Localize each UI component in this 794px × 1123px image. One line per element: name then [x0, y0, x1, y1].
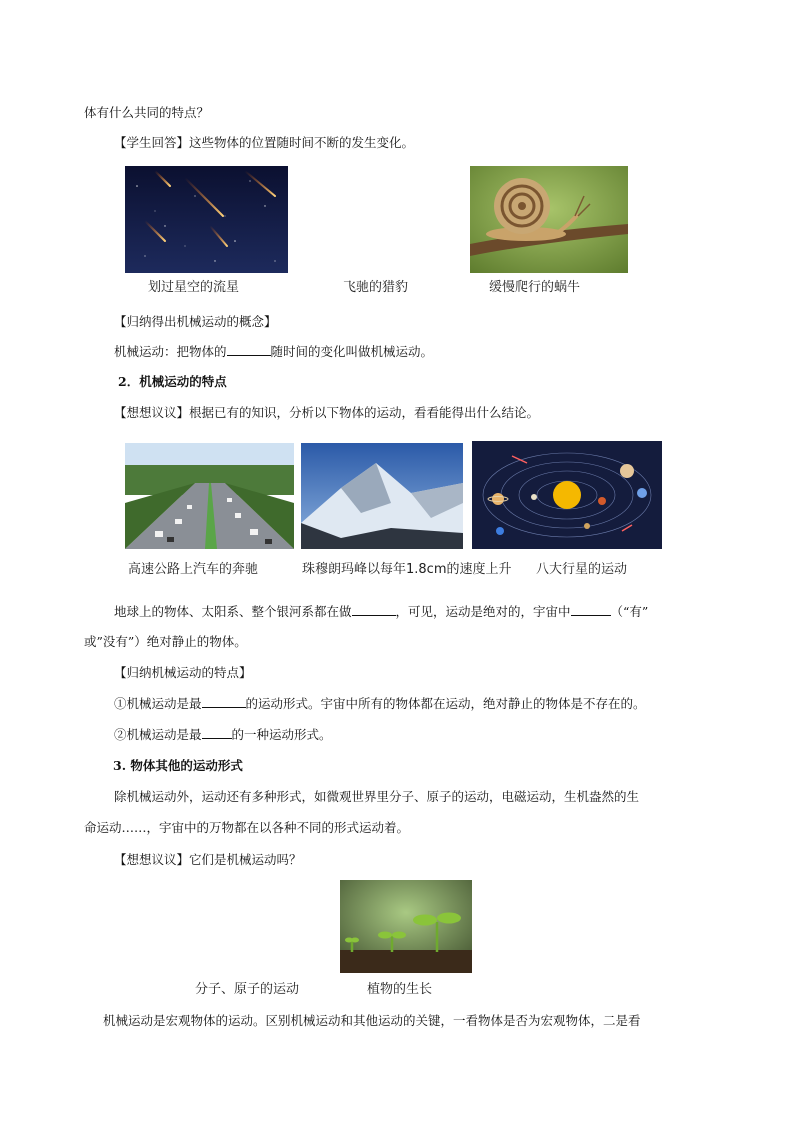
- fill-blank[interactable]: [202, 726, 232, 739]
- fill-blank[interactable]: [202, 695, 246, 708]
- caption-plant: 植物的生长: [367, 982, 433, 997]
- highway-image: [125, 443, 294, 549]
- caption-snail: 缓慢爬行的蜗牛: [489, 280, 581, 295]
- caption-meteor: 划过星空的流星: [148, 280, 240, 295]
- text-line: 命运动……，宇宙中的万物都在以各种不同的形式运动着。: [84, 820, 410, 835]
- definition-line: 机械运动：把物体的 随时间的变化叫做机械运动。: [114, 344, 434, 359]
- solar-system-image: [472, 441, 662, 549]
- text-line: 地球上的物体、太阳系、整个银河系都在做 ，可见，运动是绝对的，宇宙中 （“有”: [114, 604, 649, 619]
- text-line: 除机械运动外，运动还有多种形式，如微观世界里分子、原子的运动，电磁运动，生机盎然的生: [114, 789, 640, 804]
- summary-heading: 【归纳机械运动的特点】: [114, 665, 252, 680]
- meteor-image: [125, 166, 288, 273]
- student-answer: 【学生回答】这些物体的位置随时间不断的发生变化。: [114, 135, 415, 150]
- text-line: 或”没有”）绝对静止的物体。: [84, 634, 247, 649]
- caption-molecule: 分子、原子的运动: [195, 982, 300, 997]
- caption-cheetah: 飞驰的猎豹: [343, 280, 409, 295]
- caption-highway: 高速公路上汽车的奔驰: [128, 562, 259, 577]
- fill-blank[interactable]: [352, 603, 396, 616]
- caption-everest: 珠穆朗玛峰以每年1.8cm的速度上升: [302, 562, 512, 577]
- summary-heading: 【归纳得出机械运动的概念】: [114, 314, 277, 329]
- section-heading-3: 3. 物体其他的运动形式: [113, 758, 243, 773]
- discussion-prompt: 【想想议议】它们是机械运动吗？: [114, 852, 302, 867]
- text-line: 机械运动是宏观物体的运动。区别机械运动和其他运动的关键，一看物体是否为宏观物体，二是看: [103, 1013, 641, 1028]
- fill-blank[interactable]: [571, 603, 611, 616]
- discussion-prompt: 【想想议议】根据已有的知识，分析以下物体的运动，看看能得出什么结论。: [114, 405, 540, 420]
- fill-blank[interactable]: [227, 343, 271, 356]
- seedling-image: [340, 880, 472, 973]
- snail-image: [470, 166, 628, 273]
- text-line: ①机械运动是最 的运动形式。宇宙中所有的物体都在运动，绝对静止的物体是不存在的。: [114, 696, 646, 711]
- text-line: ②机械运动是最 的一种运动形式。: [114, 727, 332, 742]
- section-heading-2: 2．机械运动的特点: [118, 374, 227, 389]
- mountain-image: [301, 443, 463, 549]
- text-line: 体有什么共同的特点？: [84, 105, 210, 120]
- caption-planets: 八大行星的运动: [536, 562, 628, 577]
